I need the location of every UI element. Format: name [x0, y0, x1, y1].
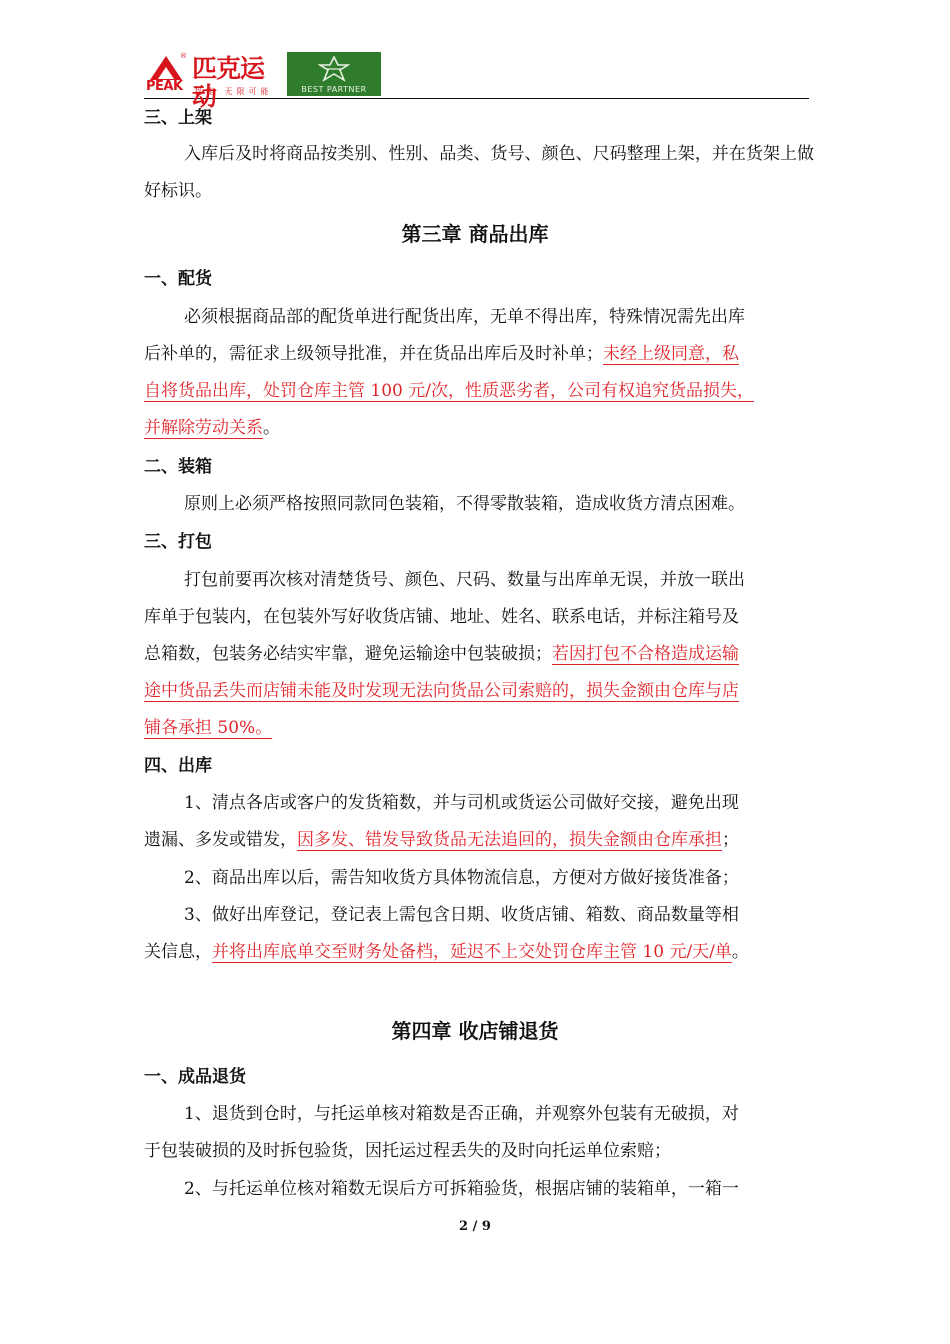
peak-cn-text: 匹克运动 [192, 54, 265, 111]
page-header [144, 50, 809, 111]
returns-item-2-a: 2、与托运单位核对箱数无误后方可拆箱验货，根据店铺的装箱单，一箱一 [184, 1179, 739, 1199]
wrapping-line-5 [144, 716, 272, 740]
peak-triangle-inner-icon [158, 67, 174, 79]
returns-item-1-a: 1、退货到仓时，与托运单核对箱数是否正确，并观察外包装有无破损，对 [184, 1104, 739, 1124]
allocation-end: 。 [263, 418, 280, 438]
peak-brand-text: PEAK [146, 79, 183, 94]
wrapping-line-3 [144, 642, 739, 666]
wrapping-penalty-a: 若因打包不合格造成运输 [552, 644, 739, 664]
allocation-line-1: 必须根据商品部的配货单进行配货出库，无单不得出库，特殊情况需先出库 [184, 307, 745, 327]
partner-star-icon [318, 56, 350, 82]
registered-mark: ® [180, 52, 187, 60]
section-heading-packing: 二、装箱 [144, 457, 212, 477]
outbound-item-3-penalty: 并将出库底单交至财务处备档，延迟不上交处罚仓库主管 10 元/天/单 [212, 942, 732, 962]
outbound-item-3-b [144, 940, 749, 964]
section-heading-outbound: 四、出库 [144, 756, 212, 776]
outbound-item-2: 2、商品出库以后，需告知收货方具体物流信息，方便对方做好接货准备； [184, 868, 739, 888]
outbound-item-3-end: 。 [731, 942, 749, 962]
outbound-item-1-penalty: 因多发、错发导致货品无法追回的，损失金额由仓库承担 [297, 830, 722, 850]
peak-slogan: 我能 无限可能 [194, 87, 273, 96]
allocation-line-2 [144, 342, 739, 366]
wrapping-line-4 [144, 679, 739, 703]
section-heading-returns: 一、成品退货 [144, 1067, 246, 1087]
allocation-penalty-b: 自将货品出库，处罚仓库主管 100 元/次，性质恶劣者，公司有权追究货品损失， [144, 381, 754, 401]
outbound-item-1-b [144, 828, 739, 852]
best-partner-text: BEST PARTNER [301, 85, 367, 94]
section-heading-shelving: 三、上架 [144, 108, 212, 128]
section-heading-allocation: 一、配货 [144, 269, 212, 289]
allocation-line-3 [144, 379, 754, 403]
allocation-line-4 [144, 416, 280, 440]
best-partner-logo [287, 52, 381, 96]
returns-item-1-b: 于包装破损的及时拆包验货，因托运过程丢失的及时向托运单位索赔； [144, 1141, 671, 1161]
wrapping-line-2: 库单于包装内，在包装外写好收货店铺、地址、姓名、联系电话，并标注箱号及 [144, 607, 739, 627]
allocation-penalty-c: 并解除劳动关系 [144, 418, 263, 438]
outbound-item-1-end: ； [722, 830, 739, 850]
wrapping-penalty-b: 途中货品丢失而店铺未能及时发现无法向货品公司索赔的，损失金额由仓库与店 [144, 681, 739, 701]
outbound-item-3-a: 3、做好出库登记，登记表上需包含日期、收货店铺、箱数、商品数量等相 [184, 905, 739, 925]
chapter-4-title: 第四章 收店铺退货 [391, 1019, 559, 1043]
chapter-3-title: 第三章 商品出库 [401, 222, 549, 246]
packing-body: 原则上必须严格按照同款同色装箱，不得零散装箱，造成收货方清点困难。 [184, 494, 745, 514]
section-heading-wrapping: 三、打包 [144, 532, 212, 552]
page-number: 2 / 9 [459, 1219, 491, 1234]
wrapping-line-3-text: 总箱数，包装务必结实牢靠，避免运输途中包装破损； [144, 644, 552, 664]
allocation-penalty-a: 未经上级同意，私 [603, 344, 739, 364]
outbound-item-3-b-text: 关信息， [144, 942, 212, 962]
wrapping-line-1: 打包前要再次核对清楚货号、颜色、尺码、数量与出库单无误，并放一联出 [184, 570, 745, 590]
wrapping-penalty-c: 铺各承担 50%。 [144, 718, 273, 738]
outbound-item-1-b-text: 遗漏、多发或错发， [144, 830, 297, 850]
allocation-line-2-text: 后补单的，需征求上级领导批准，并在货品出库后及时补单； [144, 344, 603, 364]
paragraph-shelving: 入库后及时将商品按类别、性别、品类、货号、颜色、尺码整理上架，并在货架上做好标识。 [144, 144, 814, 201]
peak-logo [144, 52, 286, 111]
outbound-item-1-a: 1、清点各店或客户的发货箱数，并与司机或货运公司做好交接，避免出现 [184, 793, 739, 813]
